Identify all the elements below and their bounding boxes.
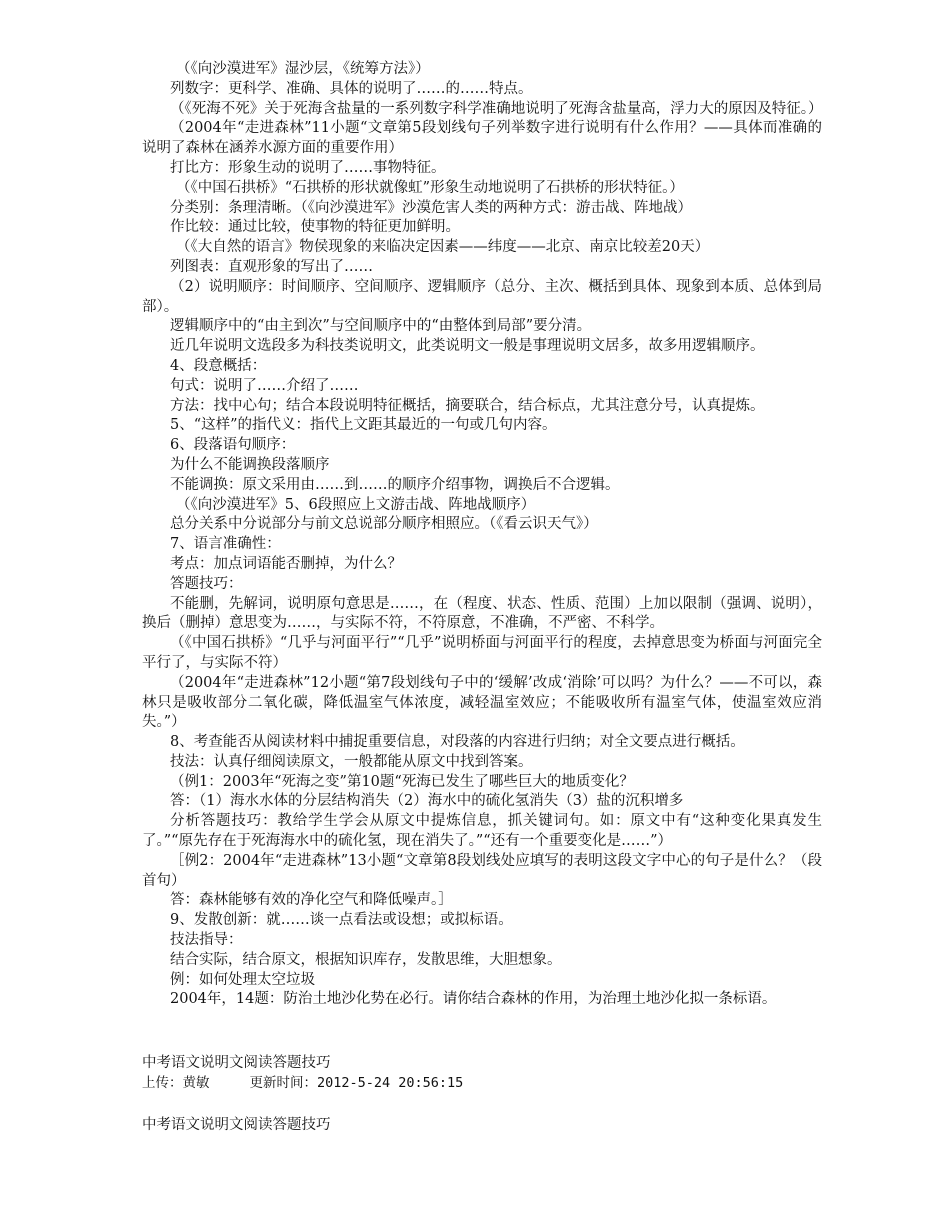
text-line: （2）说明顺序：时间顺序、空间顺序、逻辑顺序（总分、主次、概括到具体、现象到本质、总体到局部）。 — [142, 278, 822, 315]
text-line: 分析答题技巧：教给学生学会从原文中提炼信息，抓关键词句。如：原文中有“这种变化果真发生了。”“原先存在于死海海水中的硫化氢，现在消失了。”“还有一个重要变化是……”） — [142, 813, 822, 850]
text-line: 例：如何处理太空垃圾 — [170, 971, 315, 988]
text-line: 总分关系中分说部分与前文总说部分顺序相照应。（《看云识天气》） — [170, 516, 598, 533]
text-line: 作比较：通过比较，使事物的特征更加鲜明。 — [170, 219, 460, 236]
text-line: 答：（1）海水水体的分层结构消失（2）海水中的硫化氢消失（3）盐的沉积增多 — [170, 793, 684, 810]
text-line: （2004年“走进森林”12小题“第7段划线句子中的‘缓解’改成‘消除’可以吗？为什么？——不可以，森林只是吸收部分二氧化碳，降低温室气体浓度，减轻温室效应；不能吸收所有温室气体，使温室效应消失。”） — [142, 674, 822, 731]
text-line: 5、“这样”的指代义：指代上文距其最近的一句或几句内容。 — [170, 417, 557, 434]
text-line: 打比方：形象生动的说明了……事物特征。 — [170, 159, 446, 176]
text-line: 9、发散创新：就……谈一点看法或设想；或拟标语。 — [170, 912, 513, 929]
article-title: 中考语文说明文阅读答题技巧 — [142, 1055, 331, 1072]
article-text — [142, 60, 822, 1010]
text-line: 分类别：条理清晰。（《向沙漠进军》沙漠危害人类的两种方式：游击战、阵地战） — [170, 199, 692, 216]
text-line: 答：森林能够有效的净化空气和降低噪声。］ — [170, 892, 453, 909]
text-line: （2004年“走进森林”11小题“文章第5段划线句子列举数字进行说明有什么作用？——具体而准确的说明了森林在涵养水源方面的重要作用） — [142, 120, 822, 157]
text-line: 列数字：更科学、准确、具体的说明了……的……特点。 — [170, 80, 533, 97]
text-line: 结合实际，结合原文，根据知识库存，发散思维，大胆想象。 — [170, 951, 562, 968]
text-line: 为什么不能调换段落顺序 — [170, 456, 330, 473]
text-line: 技法：认真仔细阅读原文，一般都能从原文中找到答案。 — [170, 753, 533, 770]
text-line: 逻辑顺序中的“由主到次”与空间顺序中的“由整体到局部”要分清。 — [170, 318, 592, 335]
text-line: 答题技巧： — [170, 575, 243, 592]
update-time: 更新时间：2012-5-24 20:56:15 — [249, 1075, 464, 1092]
text-line: 不能调换：原文采用由……到……的顺序介绍事物，调换后不合逻辑。 — [170, 476, 620, 493]
text-line: 4、段意概括： — [170, 357, 267, 374]
document-body — [142, 60, 822, 1136]
text-line: 技法指导： — [170, 932, 243, 949]
text-line: （《向沙漠进军》湿沙层，《统筹方法》） — [176, 61, 430, 77]
text-line: 8、考查能否从阅读材料中捕捉重要信息，对段落的内容进行归纳；对全文要点进行概括。 — [170, 734, 745, 751]
text-line: 近几年说明文选段多为科技类说明文，此类说明文一般是事理说明文居多，故多用逻辑顺序。 — [170, 338, 765, 355]
text-line: 考点：加点词语能否删掉，为什么？ — [170, 555, 402, 572]
text-line: ［例2：2004年“走进森林”13小题“文章第8段划线处应填写的表明这段文字中心的句子是什么？（段首句） — [142, 852, 822, 889]
text-line: （《死海不死》关于死海含盐量的一系列数字科学准确地说明了死海含盐量高，浮力大的原因及特征。） — [170, 100, 823, 117]
spacer — [142, 1010, 822, 1054]
text-line: 6、段落语句顺序： — [170, 437, 296, 454]
text-line: 7、语言准确性： — [170, 536, 281, 553]
text-line: 2004年，14题：防治土地沙化势在必行。请你结合森林的作用，为治理土地沙化拟一条标语。 — [170, 991, 777, 1008]
text-line: （《大自然的语言》物侯现象的来临决定因素——纬度——北京、南京比较差20天） — [176, 239, 710, 256]
spacer — [142, 1094, 822, 1116]
text-line: （《中国石拱桥》“石拱桥的形状就像虹”形象生动地说明了石拱桥的形状特征。） — [176, 179, 684, 196]
article-title-repeat: 中考语文说明文阅读答题技巧 — [142, 1116, 331, 1133]
text-line: （例1：2003年“死海之变”第10题“死海已发生了哪些巨大的地质变化？ — [170, 773, 634, 790]
article-meta — [142, 1074, 822, 1094]
text-line: 句式：说明了……介绍了…… — [170, 377, 359, 394]
text-line: （《中国石拱桥》“几乎与河面平行”“几乎”说明桥面与河面平行的程度，去掉意思变为桥面与河面完全平行了，与实际不符） — [142, 635, 822, 671]
uploader-label: 上传：黄敏 — [142, 1075, 210, 1092]
text-line: 列图表：直观形象的写出了…… — [170, 258, 373, 275]
text-line: （《向沙漠进军》5、6段照应上文游击战、阵地战顺序） — [176, 496, 536, 513]
text-line: 方法：找中心句；结合本段说明特征概括，摘要联合，结合标点，尤其注意分号，认真提炼。 — [170, 397, 765, 414]
text-line: 不能删，先解词，说明原句意思是……，在（程度、状态、性质、范围）上加以限制（强调、说明），换后（删掉）意思变为……，与实际不符，不符原意，不准确，不严密、不科学。 — [142, 595, 822, 632]
